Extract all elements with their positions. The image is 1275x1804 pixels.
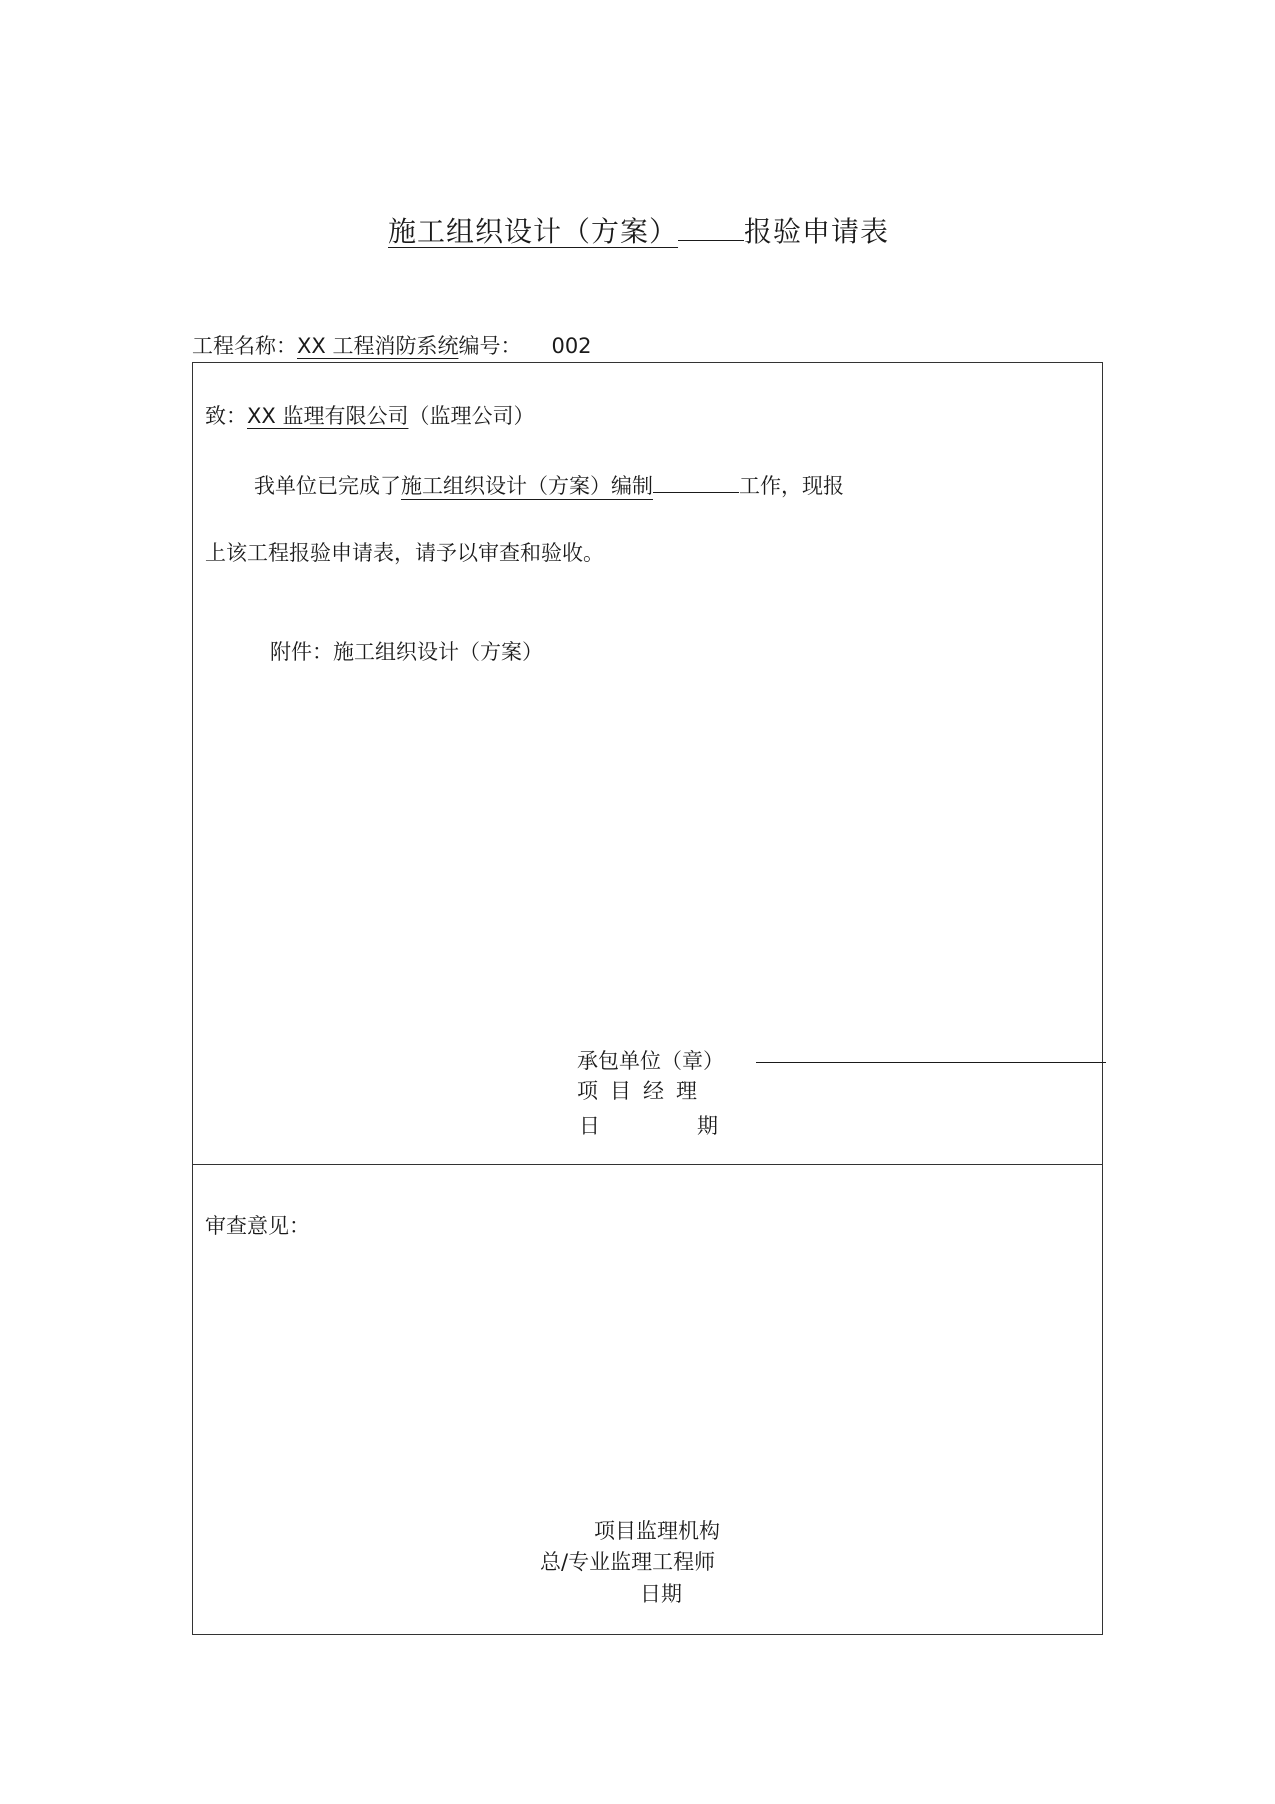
application-body-line-1 [254,470,844,500]
number-label: 编号： [458,334,522,358]
contractor-signature-line [756,1062,1106,1063]
form-title-suffix: 报验申请表 [744,215,890,248]
project-name-value: XX 工程消防系统 [297,334,459,358]
form-title-main: 施工组织设计（方案） [388,215,679,248]
project-name-label: 工程名称： [192,334,297,358]
project-manager-label: 项目经理 [577,1079,709,1103]
header-line [192,330,592,360]
contractor-label: 承包单位（章） [577,1049,724,1073]
body-suffix: 工作，现报 [739,474,844,498]
attachment-line: 附件：施工组织设计（方案） [270,640,543,664]
addressee-suffix: （监理公司） [408,404,535,428]
supervision-engineer-label: 总/专业监理工程师 [540,1550,716,1574]
form-title-blank [678,218,744,241]
body-work: 施工组织设计（方案）编制 [401,474,653,498]
review-date-label: 日期 [640,1582,682,1606]
application-body-line-2: 上该工程报验申请表，请予以审查和验收。 [205,541,604,565]
body-prefix: 我单位已完成了 [254,474,401,498]
addressee-label: 致： [205,404,247,428]
supervision-org-label: 项目监理机构 [594,1519,720,1543]
addressee-line [205,400,534,430]
addressee-company: XX 监理有限公司 [247,404,409,428]
application-date-label-1: 日 [579,1114,600,1138]
review-opinion-label: 审查意见： [205,1214,310,1238]
number-value: 002 [551,334,592,358]
application-date-label-2: 期 [697,1114,718,1138]
body-blank [653,474,739,493]
form-title [388,210,889,250]
